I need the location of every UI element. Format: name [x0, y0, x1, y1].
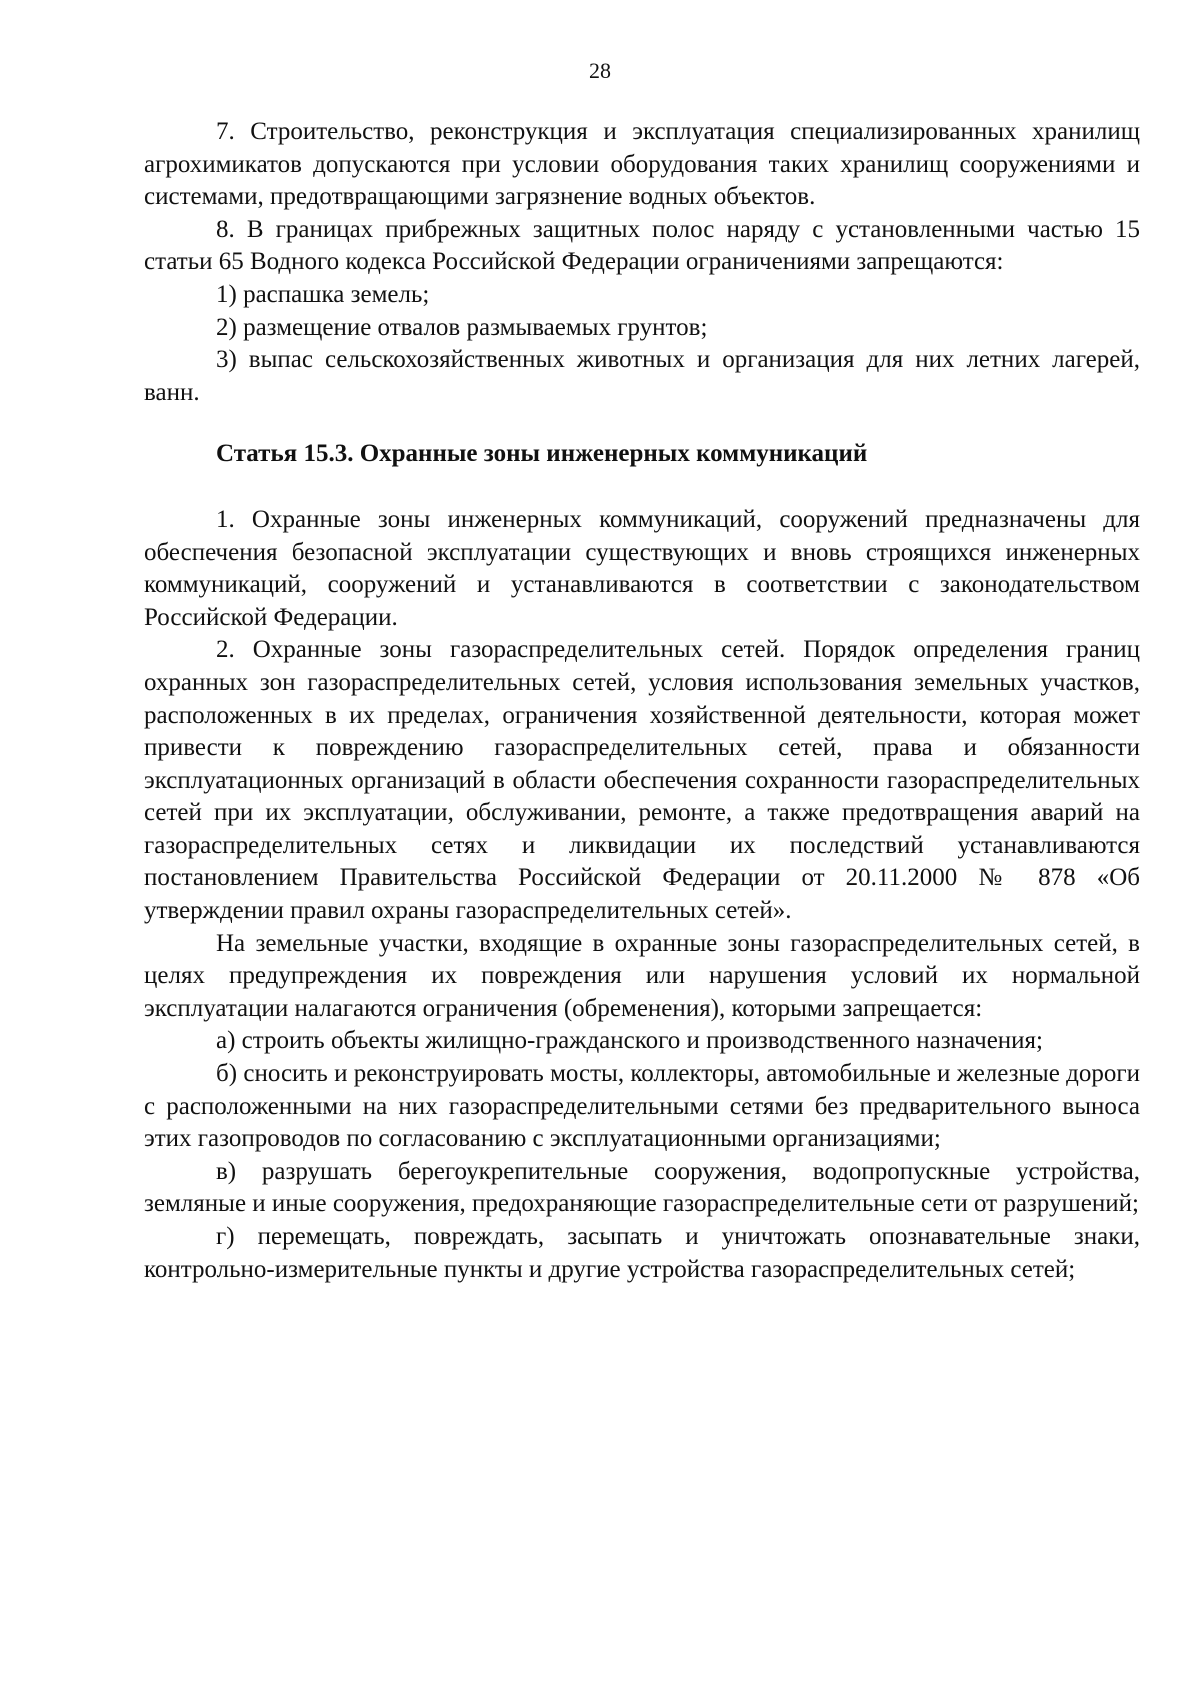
list-item: в) разрушать берегоукрепительные сооружения, водопропускные устройства, земляные и иные сооружения, предохраняющие газораспределительные сети от разрушений;	[144, 1157, 1140, 1218]
paragraph-item-1: 1. Охранные зоны инженерных коммуникаций, сооружений предназначены для обеспечения безопасной эксплуатации существующих и вновь строящихся инженерных коммуникаций, сооружений и устанавливаются в соответствии с законодательством Российской Федерации.	[144, 505, 1140, 631]
article-heading: Статья 15.3. Охранные зоны инженерных коммуникаций	[216, 440, 868, 468]
list-item: 3) выпас сельскохозяйственных животных и организация для них летних лагерей, ванн.	[144, 346, 1140, 406]
paragraph-item-8: 8. В границах прибрежных защитных полос наряду с установленными частью 15 статьи 65 Водного кодекса Российской Федерации ограничениями запрещаются:	[144, 215, 1140, 276]
list-item: 2) размещение отвалов размываемых грунтов;	[216, 313, 708, 341]
paragraph-item-2: 2. Охранные зоны газораспределительных сетей. Порядок определения границ охранных зон газораспределительных сетей, условия использования земельных участков, расположенных в их пределах, ограничения хозяйственной деятельности, которая может привести к повреждению газораспределительных сетей, права и обязанности эксплуатационных организаций в области обеспечения сохранности газораспределительных сетей при их эксплуатации, обслуживании, ремонте, а также предотвращения аварий на газораспределительных сетях и ликвидации их последствий устанавливаются постановлением Правительства Российской Федерации от 20.11.2000 № 878 «Об утверждении правил охраны газораспределительных сетей».	[144, 636, 1140, 925]
list-item: а) строить объекты жилищно-гражданского и производственного назначения;	[216, 1027, 1044, 1055]
document-body	[144, 116, 1140, 1286]
paragraph: На земельные участки, входящие в охранные зоны газораспределительных сетей, в целях предупреждения их повреждения или нарушения условий их нормальной эксплуатации налагаются ограничения (обременения), которыми запрещается:	[144, 929, 1140, 1022]
page-number: 28	[589, 58, 611, 83]
paragraph-item-7: 7. Строительство, реконструкция и эксплуатация специализированных хранилищ агрохимикатов допускаются при условии оборудования таких хранилищ сооружениями и системами, предотвращающими загрязнение водных объектов.	[144, 118, 1140, 211]
list-item: 1) распашка земель;	[216, 280, 430, 308]
list-item: б) сносить и реконструировать мосты, коллекторы, автомобильные и железные дороги с расположенными на них газораспределительными сетями без предварительного выноса этих газопроводов по согласованию с эксплуатационными организациями;	[144, 1060, 1140, 1153]
list-item: г) перемещать, повреждать, засыпать и уничтожать опознавательные знаки, контрольно-измерительные пункты и другие устройства газораспределительных сетей;	[144, 1223, 1140, 1283]
